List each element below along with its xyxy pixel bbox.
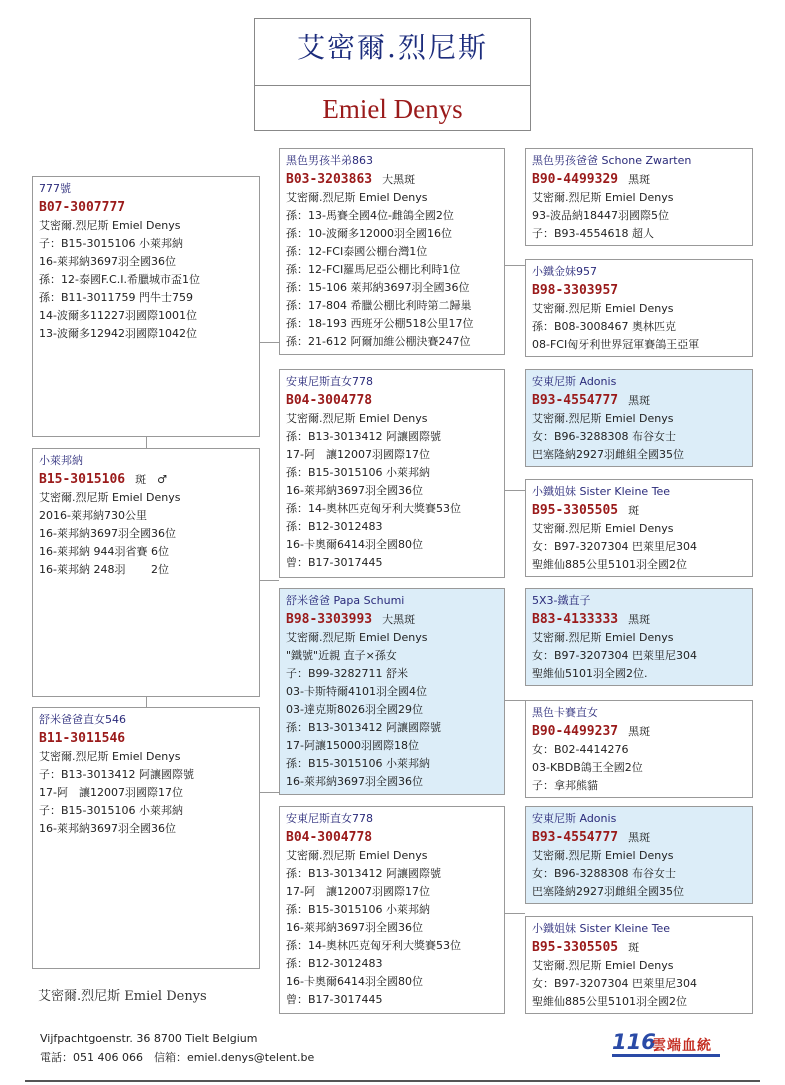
color-note: 黑斑 xyxy=(628,173,651,186)
card-line: 孫：14-奧林匹克匈牙利大獎賽53位 xyxy=(286,939,461,952)
connector xyxy=(505,700,525,701)
color-note: 大黑斑 xyxy=(382,173,416,186)
bottom-divider xyxy=(25,1080,760,1082)
card-line: 孫：B08-3008467 奧林匹克 xyxy=(532,320,676,333)
card-line: 艾密爾.烈尼斯 Emiel Denys xyxy=(286,849,428,862)
card-line: 03-達克斯8026羽全國29位 xyxy=(286,703,423,716)
card-line: 孫：10-波爾多12000羽全國16位 xyxy=(286,227,452,240)
card-header: 黑色卡賽直女 xyxy=(532,706,598,719)
pedigree-gen2-card xyxy=(279,588,505,795)
card-line: 艾密爾.烈尼斯 Emiel Denys xyxy=(532,631,674,644)
card-line: 2016-萊邦納730公里 xyxy=(39,509,147,522)
breeder-signature: 艾密爾.烈尼斯 Emiel Denys xyxy=(38,989,207,1004)
card-line: 艾密爾.烈尼斯 Emiel Denys xyxy=(286,191,428,204)
card-header: 5X3-鐵直子 xyxy=(532,594,591,607)
connector xyxy=(505,490,525,491)
card-line: 孫：B12-3012483 xyxy=(286,520,383,533)
card-line: 艾密爾.烈尼斯 Emiel Denys xyxy=(39,750,181,763)
title-chinese: 艾密爾.烈尼斯 xyxy=(297,31,488,64)
card-line: 曾：B17-3017445 xyxy=(286,993,383,1006)
card-header: 黑色男孩半弟863 xyxy=(286,154,373,167)
card-header: 安東尼斯 Adonis xyxy=(532,812,617,825)
card-line: 子：B15-3015106 小萊邦納 xyxy=(39,804,183,817)
card-line: 女：B97-3207304 巴萊里尼304 xyxy=(532,649,697,662)
card-line: 聖維仙885公里5101羽全國2位 xyxy=(532,995,687,1008)
card-header: 安東尼斯 Adonis xyxy=(532,375,617,388)
ring-number: B95-3305505 xyxy=(532,503,619,518)
card-header: 黑色男孩爸爸 Schone Zwarten xyxy=(532,154,692,167)
footer-contact: 電話：051 406 066 信箱：emiel.denys@telent.be xyxy=(40,1051,315,1064)
card-line: 孫：12-泰國F.C.I.希臘城市盃1位 xyxy=(39,273,200,286)
ring-number: B83-4133333 xyxy=(532,612,619,627)
card-line: 女：B97-3207304 巴萊里尼304 xyxy=(532,540,697,553)
pedigree-gen3-card xyxy=(525,148,753,246)
connector xyxy=(146,437,147,448)
card-line: 巴塞隆納2927羽雌組全國35位 xyxy=(532,885,684,898)
card-line: 孫：B11-3011759 門牛士759 xyxy=(39,291,193,304)
card-line: 孫：B13-3013412 阿讓國際號 xyxy=(286,867,441,880)
pedigree-gen3-card xyxy=(525,806,753,904)
card-line: 16-萊邦納3697羽全國36位 xyxy=(39,255,176,268)
connector xyxy=(260,792,279,793)
card-line: 女：B96-3288308 布谷女士 xyxy=(532,430,676,443)
ring-number: B11-3011546 xyxy=(39,731,126,746)
card-line: 艾密爾.烈尼斯 Emiel Denys xyxy=(39,219,181,232)
card-line: 孫：15-106 萊邦納3697羽全國36位 xyxy=(286,281,470,294)
card-line: 孫：B13-3013412 阿讓國際號 xyxy=(286,430,441,443)
card-line: 14-波爾多11227羽國際1001位 xyxy=(39,309,197,322)
connector xyxy=(146,697,147,707)
title-divider xyxy=(255,85,530,86)
color-note: 斑 xyxy=(628,941,640,954)
pedigree-sire-card xyxy=(32,448,260,697)
pedigree-gen2-card xyxy=(279,806,505,1014)
card-line: 女：B02-4414276 xyxy=(532,743,629,756)
card-line: 孫：14-奧林匹克匈牙利大獎賽53位 xyxy=(286,502,461,515)
card-line: 孫：12-FCI羅馬尼亞公棚比利時1位 xyxy=(286,263,461,276)
color-note: 黑斑 xyxy=(628,831,651,844)
card-line: 16-卡奧爾6414羽全國80位 xyxy=(286,538,423,551)
card-line: 16-萊邦納 944羽省賽 6位 xyxy=(39,545,169,558)
connector xyxy=(505,265,525,266)
ring-number: B04-3004778 xyxy=(286,830,373,845)
site-logo xyxy=(612,1030,732,1058)
card-line: 孫：B15-3015106 小萊邦納 xyxy=(286,466,430,479)
card-line: 子：B15-3015106 小萊邦納 xyxy=(39,237,183,250)
color-note: 大黑斑 xyxy=(382,613,416,626)
card-line: 13-波爾多12942羽國際1042位 xyxy=(39,327,197,340)
card-line: 16-萊邦納3697羽全國36位 xyxy=(39,527,176,540)
card-line: 孫：17-804 希臘公棚比利時第二歸巢 xyxy=(286,299,472,312)
card-line: 孫：12-FCI泰國公棚台灣1位 xyxy=(286,245,428,258)
pedigree-gen3-card xyxy=(525,916,753,1014)
title-box xyxy=(254,18,531,131)
color-note: 黑斑 xyxy=(628,394,651,407)
card-header: 舒米爸爸 Papa Schumi xyxy=(286,594,405,607)
pedigree-subject-card xyxy=(32,176,260,437)
card-line: 艾密爾.烈尼斯 Emiel Denys xyxy=(286,412,428,425)
ring-number: B03-3203863 xyxy=(286,172,373,187)
card-line: 艾密爾.烈尼斯 Emiel Denys xyxy=(532,849,674,862)
ring-number: B90-4499329 xyxy=(532,172,619,187)
card-line: 孫：13-馬賽全國4位-雌鴿全國2位 xyxy=(286,209,454,222)
card-line: 艾密爾.烈尼斯 Emiel Denys xyxy=(532,412,674,425)
card-line: 曾：B17-3017445 xyxy=(286,556,383,569)
card-line: 16-萊邦納3697羽全國36位 xyxy=(286,921,423,934)
logo-number: 116 xyxy=(612,1030,656,1054)
card-line: 子：拿邦熊貓 xyxy=(532,779,598,792)
pedigree-gen3-card xyxy=(525,588,753,686)
card-line: 16-卡奧爾6414羽全國80位 xyxy=(286,975,423,988)
connector xyxy=(260,580,279,581)
ring-number: B93-4554777 xyxy=(532,393,619,408)
card-line: 孫：18-193 西班牙公棚518公里17位 xyxy=(286,317,474,330)
card-line: 08-FCI匈牙利世界冠軍賽鴿王亞軍 xyxy=(532,338,700,351)
card-line: 17-阿讓15000羽國際18位 xyxy=(286,739,419,752)
card-line: 艾密爾.烈尼斯 Emiel Denys xyxy=(532,191,674,204)
card-line: 孫：B15-3015106 小萊邦納 xyxy=(286,757,430,770)
ring-number: B15-3015106 xyxy=(39,472,126,487)
card-line: 17-阿 讓12007羽國際17位 xyxy=(39,786,183,799)
color-note: 黑斑 xyxy=(628,613,651,626)
card-header: 安東尼斯直女778 xyxy=(286,812,373,825)
card-line: 艾密爾.烈尼斯 Emiel Denys xyxy=(532,302,674,315)
ring-number: B04-3004778 xyxy=(286,393,373,408)
connector xyxy=(505,913,525,914)
connector xyxy=(260,342,279,343)
card-line: 93-波品納18447羽國際5位 xyxy=(532,209,669,222)
card-line: 16-萊邦納3697羽全國36位 xyxy=(286,775,423,788)
ring-number: B07-3007777 xyxy=(39,200,126,215)
card-line: 03-卡斯特爾4101羽全國4位 xyxy=(286,685,427,698)
pedigree-gen3-card xyxy=(525,259,753,357)
card-line: 17-阿 讓12007羽國際17位 xyxy=(286,448,430,461)
card-line: 16-萊邦納3697羽全國36位 xyxy=(39,822,176,835)
card-header: 小鐵金妹957 xyxy=(532,265,597,278)
ring-number: B95-3305505 xyxy=(532,940,619,955)
color-sex-note: 斑 ♂ xyxy=(135,473,167,486)
card-line: 艾密爾.烈尼斯 Emiel Denys xyxy=(532,959,674,972)
card-line: 子：B93-4554618 超人 xyxy=(532,227,654,240)
card-line: 艾密爾.烈尼斯 Emiel Denys xyxy=(532,522,674,535)
card-header: 小鐵姐妹 Sister Kleine Tee xyxy=(532,922,671,935)
card-line: 孫：B12-3012483 xyxy=(286,957,383,970)
color-note: 黑斑 xyxy=(628,725,651,738)
card-line: 16-萊邦納3697羽全國36位 xyxy=(286,484,423,497)
card-line: 女：B96-3288308 布谷女士 xyxy=(532,867,676,880)
card-line: 聖維仙885公里5101羽全國2位 xyxy=(532,558,687,571)
card-line: 女：B97-3207304 巴萊里尼304 xyxy=(532,977,697,990)
card-line: 孫：21-612 阿爾加維公棚決賽247位 xyxy=(286,335,471,348)
pedigree-gen3-card xyxy=(525,369,753,467)
card-line: 子：B13-3013412 阿讓國際號 xyxy=(39,768,194,781)
card-line: 17-阿 讓12007羽國際17位 xyxy=(286,885,430,898)
pedigree-gen3-card xyxy=(525,479,753,577)
card-line: "鐵號"近親 直子×孫女 xyxy=(286,649,397,662)
pedigree-dam-card xyxy=(32,707,260,969)
pedigree-gen3-card xyxy=(525,700,753,798)
pedigree-gen2-card xyxy=(279,148,505,355)
card-line: 聖維仙5101羽全國2位. xyxy=(532,667,648,680)
card-line: 孫：B15-3015106 小萊邦納 xyxy=(286,903,430,916)
logo-underline xyxy=(612,1054,720,1057)
card-line: 艾密爾.烈尼斯 Emiel Denys xyxy=(39,491,181,504)
card-line: 巴塞隆納2927羽雌組全國35位 xyxy=(532,448,684,461)
card-header: 安東尼斯直女778 xyxy=(286,375,373,388)
card-line: 16-萊邦納 248羽 2位 xyxy=(39,563,169,576)
color-note: 斑 xyxy=(628,504,640,517)
footer-address: Vijfpachtgoenstr. 36 8700 Tielt Belgium xyxy=(40,1032,258,1045)
ring-number: B93-4554777 xyxy=(532,830,619,845)
card-header: 777號 xyxy=(39,182,71,195)
ring-number: B98-3303957 xyxy=(532,283,619,298)
logo-text: 雲端血統 xyxy=(652,1038,712,1054)
card-header: 舒米爸爸直女546 xyxy=(39,713,126,726)
title-english: Emiel Denys xyxy=(322,94,463,124)
ring-number: B90-4499237 xyxy=(532,724,619,739)
card-header: 小萊邦納 xyxy=(39,454,83,467)
card-line: 艾密爾.烈尼斯 Emiel Denys xyxy=(286,631,428,644)
ring-number: B98-3303993 xyxy=(286,612,373,627)
card-line: 03-KBDB鴿王全國2位 xyxy=(532,761,643,774)
card-line: 子：B99-3282711 舒米 xyxy=(286,667,408,680)
card-line: 孫：B13-3013412 阿讓國際號 xyxy=(286,721,441,734)
pedigree-gen2-card xyxy=(279,369,505,578)
card-header: 小鐵姐妹 Sister Kleine Tee xyxy=(532,485,671,498)
